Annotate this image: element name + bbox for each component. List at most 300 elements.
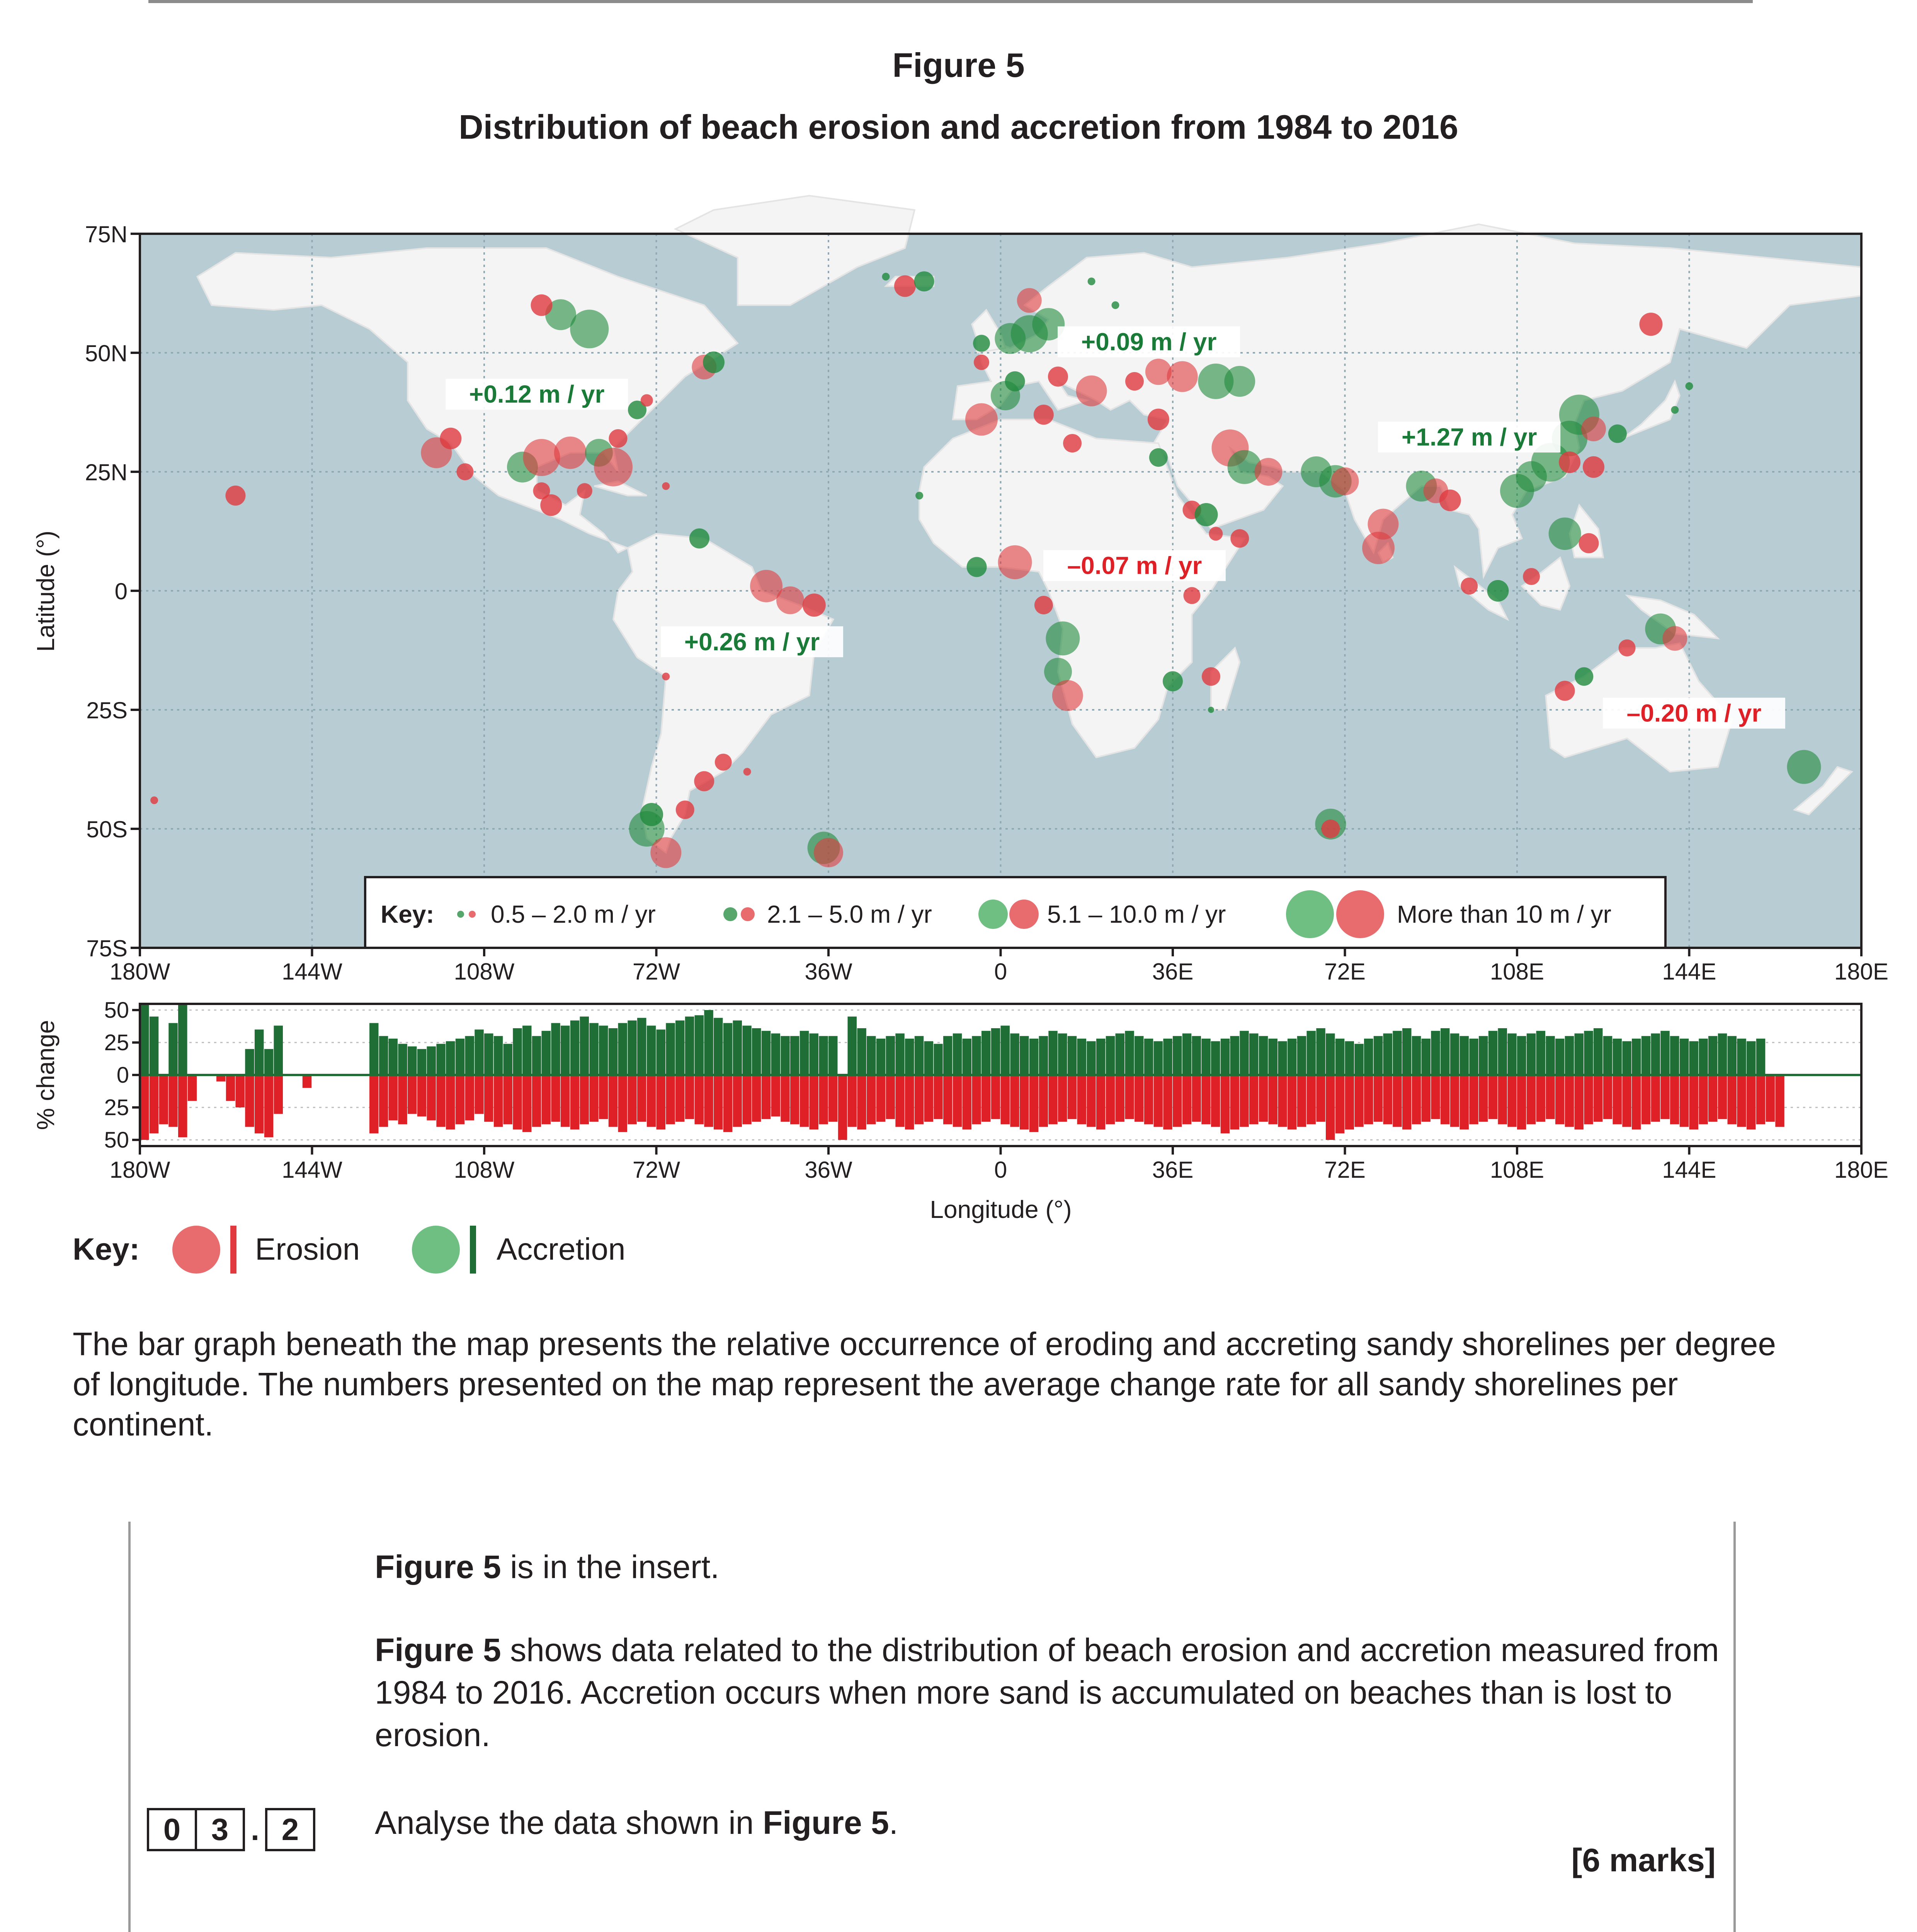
accretion-bar: [828, 1036, 838, 1075]
accretion-bar: [542, 1031, 551, 1075]
erosion-bar: [303, 1075, 312, 1088]
erosion-bar: [1536, 1075, 1546, 1122]
accretion-bar: [934, 1044, 943, 1075]
erosion-bar: [417, 1075, 427, 1117]
erosion-bar: [456, 1075, 465, 1124]
accretion-bar: [1020, 1036, 1029, 1075]
erosion-bar: [857, 1075, 866, 1129]
erosion-bar: [1192, 1075, 1201, 1122]
map-key-item-3: 5.1 – 10.0 m / yr: [1047, 900, 1226, 928]
erosion-bar: [838, 1075, 847, 1140]
accretion-bar: [1479, 1036, 1488, 1075]
erosion-bar: [542, 1075, 551, 1124]
bar-lon-tick-label: 108E: [1490, 1157, 1544, 1183]
erosion-bar: [752, 1075, 761, 1122]
erosion-bar: [1221, 1075, 1230, 1133]
accretion-bar: [867, 1036, 876, 1075]
accretion-bar: [274, 1026, 283, 1075]
accretion-bar: [140, 1003, 149, 1075]
accretion-bar: [532, 1036, 541, 1075]
key-large-accretion-icon: [978, 900, 1008, 929]
erosion-point: [1331, 468, 1359, 495]
accretion-bar: [589, 1023, 599, 1075]
erosion-bar: [551, 1075, 560, 1122]
erosion-bar: [609, 1075, 618, 1127]
erosion-point: [1581, 417, 1606, 441]
accretion-bar: [369, 1023, 379, 1075]
erosion-point: [1230, 529, 1249, 548]
lat-tick-label: 0: [114, 578, 128, 604]
erosion-bar: [867, 1075, 876, 1124]
accretion-point: [1575, 667, 1593, 686]
bar-y-tick-label: 25: [104, 1030, 129, 1055]
accretion-bar: [178, 1003, 187, 1075]
accretion-bar: [1173, 1036, 1182, 1075]
erosion-bar: [1354, 1075, 1364, 1127]
erosion-point: [743, 768, 751, 776]
erosion-bar: [1507, 1075, 1517, 1127]
main-key-title: Key:: [73, 1232, 140, 1266]
accretion-bar: [876, 1039, 886, 1075]
erosion-bar: [475, 1075, 484, 1114]
accretion-bar: [790, 1036, 799, 1075]
latitude-ticks: [85, 221, 140, 961]
accretion-point: [1149, 448, 1168, 467]
accretion-bar: [1708, 1036, 1718, 1075]
erosion-bar: [1488, 1075, 1498, 1119]
lat-tick-label: 25N: [85, 459, 128, 485]
map-lon-tick-label: 180E: [1834, 959, 1889, 985]
erosion-bar: [513, 1075, 522, 1129]
map-lon-tick-label: 72E: [1324, 959, 1366, 985]
erosion-bar: [800, 1075, 809, 1127]
erosion-bar: [1594, 1075, 1603, 1122]
world-map: [32, 196, 1888, 985]
map-lon-tick-label: 144W: [282, 959, 342, 985]
accretion-bar: [1536, 1031, 1546, 1075]
erosion-bar: [1077, 1075, 1087, 1124]
main-key-erosion: Erosion: [255, 1232, 360, 1266]
accretion-bar: [1718, 1034, 1727, 1075]
accretion-bar: [857, 1028, 866, 1075]
erosion-bar: [1775, 1075, 1784, 1127]
erosion-bar: [188, 1075, 197, 1101]
erosion-bar: [484, 1075, 493, 1122]
erosion-bar: [963, 1075, 972, 1129]
map-lon-tick-label: 72W: [632, 959, 680, 985]
accretion-bar: [895, 1034, 905, 1075]
bar-lon-tick-label: 36W: [805, 1157, 852, 1183]
erosion-point: [894, 276, 916, 297]
accretion-bar: [981, 1031, 991, 1075]
erosion-bar: [1345, 1075, 1354, 1129]
accretion-bar: [1249, 1034, 1259, 1075]
accretion-bar: [1335, 1039, 1345, 1075]
accretion-point: [640, 803, 663, 826]
accretion-bar: [1613, 1039, 1622, 1075]
accretion-point: [1671, 406, 1679, 414]
erosion-bar: [379, 1075, 388, 1127]
key-small-erosion-icon: [469, 911, 476, 918]
accretion-bar: [972, 1036, 981, 1075]
accretion-bar: [1259, 1036, 1268, 1075]
erosion-bar: [695, 1075, 704, 1124]
erosion-bar: [876, 1075, 886, 1122]
question-digit-3: 2: [265, 1808, 315, 1851]
accretion-bar: [1584, 1031, 1593, 1075]
erosion-point: [523, 439, 560, 476]
erosion-bar: [1154, 1075, 1163, 1127]
accretion-bar: [1297, 1036, 1306, 1075]
accretion-bar: [1068, 1036, 1077, 1075]
accretion-point: [915, 492, 923, 500]
accretion-bar: [905, 1039, 914, 1075]
erosion-point: [1063, 434, 1082, 452]
accretion-bar: [675, 1020, 685, 1075]
accretion-bar: [1135, 1036, 1144, 1075]
erosion-bar: [1441, 1075, 1450, 1124]
erosion-bar: [245, 1075, 254, 1127]
erosion-bar: [1163, 1075, 1172, 1129]
accretion-bar: [1460, 1036, 1469, 1075]
bar-y-axis-label: % change: [32, 1020, 60, 1130]
accretion-bar: [1029, 1039, 1039, 1075]
erosion-bar: [1565, 1075, 1574, 1127]
key-xlarge-accretion-icon: [1286, 890, 1334, 938]
erosion-bar: [1182, 1075, 1192, 1124]
accretion-bar: [264, 1049, 274, 1075]
erosion-bar: [1374, 1075, 1383, 1122]
accretion-point: [1549, 517, 1581, 550]
erosion-bar: [991, 1075, 1000, 1119]
accretion-point: [1608, 424, 1627, 443]
accretion-bar: [599, 1026, 608, 1075]
accretion-point: [1195, 503, 1218, 526]
erosion-bar: [1431, 1075, 1440, 1119]
accretion-bar: [1632, 1039, 1641, 1075]
erosion-bar: [1670, 1075, 1679, 1124]
accretion-bar: [1144, 1039, 1153, 1075]
erosion-point: [1052, 680, 1083, 711]
accretion-point: [1005, 371, 1025, 391]
erosion-bar: [178, 1075, 187, 1137]
accretion-bar: [1182, 1034, 1192, 1075]
accretion-bar: [781, 1036, 790, 1075]
accretion-bar: [1603, 1036, 1613, 1075]
question-digit-1: 0: [147, 1808, 197, 1851]
erosion-bar: [1116, 1075, 1125, 1122]
erosion-bar: [570, 1075, 580, 1129]
accretion-bar: [417, 1049, 427, 1075]
accretion-bar: [1498, 1028, 1507, 1075]
erosion-bar: [781, 1075, 790, 1122]
erosion-bar: [389, 1075, 398, 1121]
erosion-bar: [657, 1075, 666, 1129]
erosion-point: [662, 482, 670, 490]
erosion-point: [533, 482, 550, 499]
accretion-bar: [771, 1034, 781, 1075]
lat-tick-label: 75N: [85, 221, 128, 247]
accretion-bar: [637, 1018, 646, 1075]
map-key-title: Key:: [381, 900, 434, 928]
accretion-point: [1686, 382, 1693, 390]
accretion-point: [703, 352, 725, 373]
key-small-accretion-icon: [457, 911, 464, 918]
map-longitude-ticks: [110, 948, 1888, 985]
erosion-point: [1034, 596, 1053, 614]
erosion-point: [1461, 578, 1478, 595]
question-number: [147, 1807, 315, 1852]
accretion-bar: [666, 1023, 675, 1075]
erosion-point: [676, 801, 694, 819]
accretion-bar: [1622, 1041, 1631, 1075]
erosion-bar: [264, 1075, 274, 1137]
erosion-point: [1583, 456, 1604, 478]
erosion-point: [1640, 313, 1663, 336]
accretion-bar: [943, 1036, 953, 1075]
erosion-point: [1662, 626, 1687, 651]
accretion-bar: [522, 1026, 532, 1075]
erosion-bar: [446, 1075, 455, 1129]
figure-subtitle: Distribution of beach erosion and accretion from 1984 to 2016: [459, 108, 1458, 146]
accretion-bar: [379, 1036, 388, 1075]
insert-note-bold: Figure 5: [375, 1549, 501, 1585]
accretion-bar: [245, 1049, 254, 1075]
map-lon-tick-label: 108E: [1490, 959, 1544, 985]
accretion-bar: [991, 1028, 1000, 1075]
erosion-bar: [1173, 1075, 1182, 1127]
bar-y-ticks: [104, 998, 140, 1153]
erosion-bar: [1689, 1075, 1699, 1129]
erosion-point: [554, 437, 587, 469]
erosion-bar: [522, 1075, 532, 1132]
erosion-bar: [159, 1075, 168, 1124]
accretion-bar: [1077, 1039, 1087, 1075]
erosion-point: [1559, 451, 1580, 473]
map-lon-tick-label: 180W: [109, 959, 170, 985]
accretion-bar: [446, 1041, 455, 1075]
map-y-axis-label: Latitude (°): [32, 531, 60, 652]
erosion-bar: [1297, 1075, 1306, 1127]
accretion-bar: [1747, 1041, 1756, 1075]
bar-y-tick-label: 50: [104, 1128, 129, 1153]
accretion-point: [1487, 580, 1509, 602]
key-medium-erosion-icon: [741, 907, 755, 921]
accretion-bar: [570, 1020, 580, 1075]
accretion-bar: [1594, 1028, 1603, 1075]
erosion-bar: [1001, 1075, 1010, 1124]
accretion-bar: [1488, 1031, 1498, 1075]
accretion-bar: [1756, 1039, 1766, 1075]
erosion-bar: [1211, 1075, 1220, 1127]
accretion-bar: [1058, 1034, 1067, 1075]
erosion-bar: [637, 1075, 646, 1122]
rate-label: +1.27 m / yr: [1402, 423, 1537, 451]
accretion-bar: [657, 1029, 666, 1075]
question-number-separator: .: [250, 1812, 260, 1847]
bar-longitude-ticks: [110, 1146, 1888, 1183]
erosion-bar: [1020, 1075, 1029, 1129]
erosion-point: [150, 796, 158, 804]
erosion-bar: [1010, 1075, 1019, 1127]
accretion-bar: [618, 1023, 628, 1075]
accretion-bar: [1240, 1031, 1249, 1075]
bar-y-tick-label: 0: [116, 1063, 129, 1088]
map-key-item-1: 0.5 – 2.0 m / yr: [491, 900, 656, 928]
erosion-point: [226, 486, 246, 506]
accretion-bar: [714, 1018, 723, 1075]
erosion-point: [662, 673, 670, 680]
accretion-bar: [436, 1044, 446, 1075]
erosion-bar: [150, 1075, 159, 1133]
erosion-point: [594, 448, 633, 486]
accretion-bar: [427, 1046, 436, 1075]
accretion-bar: [762, 1031, 771, 1075]
erosion-point: [776, 587, 804, 614]
accretion-bar: [1096, 1039, 1106, 1075]
accretion-bar: [685, 1017, 694, 1075]
erosion-point: [1555, 681, 1575, 701]
accretion-bar: [1680, 1039, 1689, 1075]
erosion-point: [1523, 568, 1540, 585]
question-prompt-text: Analyse the data shown in: [375, 1804, 763, 1841]
erosion-point: [1321, 820, 1340, 838]
rate-label: –0.20 m / yr: [1626, 699, 1762, 727]
accretion-bar: [1354, 1044, 1364, 1075]
accretion-bar: [742, 1026, 752, 1075]
accretion-bar: [1116, 1034, 1125, 1075]
erosion-bar: [236, 1075, 245, 1107]
erosion-bar: [1335, 1075, 1345, 1133]
erosion-bar: [714, 1075, 723, 1129]
bar-lon-tick-label: 72W: [632, 1157, 680, 1183]
erosion-point: [1148, 409, 1169, 430]
erosion-point: [1048, 367, 1068, 387]
bar-lon-tick-label: 108W: [454, 1157, 515, 1183]
accretion-point: [1787, 750, 1821, 784]
accretion-point: [1163, 671, 1183, 691]
accretion-point: [570, 310, 609, 348]
accretion-bar: [915, 1036, 924, 1075]
erosion-bar: [1383, 1075, 1393, 1124]
erosion-point: [609, 429, 628, 448]
erosion-point: [457, 463, 474, 480]
erosion-point: [1184, 587, 1201, 604]
erosion-point: [421, 437, 452, 468]
accretion-bar: [723, 1023, 733, 1075]
insert-note-rest: is in the insert.: [501, 1549, 720, 1585]
erosion-bar: [1613, 1075, 1622, 1124]
erosion-bar: [1125, 1075, 1134, 1119]
erosion-bar: [1364, 1075, 1373, 1124]
bar-x-axis-label: Longitude (°): [930, 1196, 1072, 1223]
accretion-bar: [819, 1036, 828, 1075]
erosion-bar: [599, 1075, 608, 1119]
erosion-bar: [140, 1075, 149, 1140]
erosion-circle-icon: [172, 1226, 220, 1274]
map-lon-tick-label: 144E: [1662, 959, 1716, 985]
question-prompt: [375, 1801, 1735, 1844]
erosion-bar: [1747, 1075, 1756, 1129]
question-digit-2: 3: [197, 1808, 245, 1851]
accretion-bar: [1546, 1036, 1555, 1075]
erosion-bar: [819, 1075, 828, 1124]
erosion-bar: [408, 1075, 417, 1114]
accretion-bar: [1660, 1031, 1670, 1075]
erosion-point: [1579, 533, 1599, 553]
erosion-bar: [1259, 1075, 1268, 1122]
bar-graph: [32, 998, 1888, 1223]
map-lon-tick-label: 0: [994, 959, 1007, 985]
bar-lon-tick-label: 180E: [1834, 1157, 1889, 1183]
lat-tick-label: 75S: [86, 935, 128, 961]
map-key-item-4: More than 10 m / yr: [1397, 900, 1611, 928]
rate-label: +0.09 m / yr: [1081, 328, 1217, 356]
accretion-bar: [1565, 1036, 1574, 1075]
erosion-point: [1255, 458, 1283, 486]
erosion-bar: [1288, 1075, 1297, 1129]
accretion-bar: [1422, 1039, 1431, 1075]
accretion-bar: [1469, 1039, 1478, 1075]
erosion-point: [974, 355, 989, 370]
erosion-bar: [1756, 1075, 1766, 1124]
accretion-bar: [494, 1036, 503, 1075]
accretion-bar: [1737, 1039, 1746, 1075]
marks-label: [6 marks]: [1571, 1842, 1716, 1878]
erosion-bar: [1469, 1075, 1478, 1124]
erosion-bar: [1422, 1075, 1431, 1122]
erosion-bar: [436, 1075, 446, 1127]
accretion-bar: [168, 1023, 178, 1075]
erosion-bar: [1527, 1075, 1536, 1124]
erosion-point: [1125, 372, 1144, 391]
erosion-bar: [1460, 1075, 1469, 1129]
accretion-bar: [551, 1023, 560, 1075]
accretion-bar: [1316, 1028, 1325, 1075]
accretion-bar: [1689, 1041, 1699, 1075]
accretion-bar: [647, 1026, 656, 1075]
bar-lon-tick-label: 180W: [109, 1157, 170, 1183]
lat-tick-label: 50N: [85, 340, 128, 366]
accretion-bar: [800, 1031, 809, 1075]
accretion-bar: [628, 1020, 637, 1075]
accretion-bar: [1039, 1036, 1048, 1075]
main-key-accretion: Accretion: [497, 1232, 626, 1266]
figure-description: The bar graph beneath the map presents the relative occurrence of eroding and accreting sandy shorelines per degree of longitude. The numbers presented on the map represent the average change rate for all sandy shorelines per continent.: [73, 1326, 1776, 1442]
erosion-bar: [1498, 1075, 1507, 1124]
accretion-bar: [1393, 1031, 1402, 1075]
accretion-bar: [1670, 1036, 1679, 1075]
accretion-bar: [953, 1034, 962, 1075]
figure-explanation-bold: Figure 5: [375, 1632, 501, 1668]
erosion-bar: [1316, 1075, 1325, 1122]
erosion-bar: [1546, 1075, 1555, 1119]
erosion-bar: [905, 1075, 914, 1129]
accretion-bar: [1154, 1041, 1163, 1075]
rate-label: +0.12 m / yr: [469, 380, 605, 408]
accretion-bar: [1001, 1026, 1010, 1075]
erosion-bar: [1584, 1075, 1593, 1124]
erosion-bar: [790, 1075, 799, 1124]
bar-lon-tick-label: 72E: [1324, 1157, 1366, 1183]
erosion-bar: [1517, 1075, 1526, 1129]
erosion-bar: [1479, 1075, 1488, 1122]
bar-y-tick-label: 25: [104, 1095, 129, 1120]
accretion-bar: [1307, 1031, 1316, 1075]
erosion-bar: [532, 1075, 541, 1127]
erosion-point: [1439, 490, 1461, 511]
accretion-bar: [1383, 1034, 1393, 1075]
